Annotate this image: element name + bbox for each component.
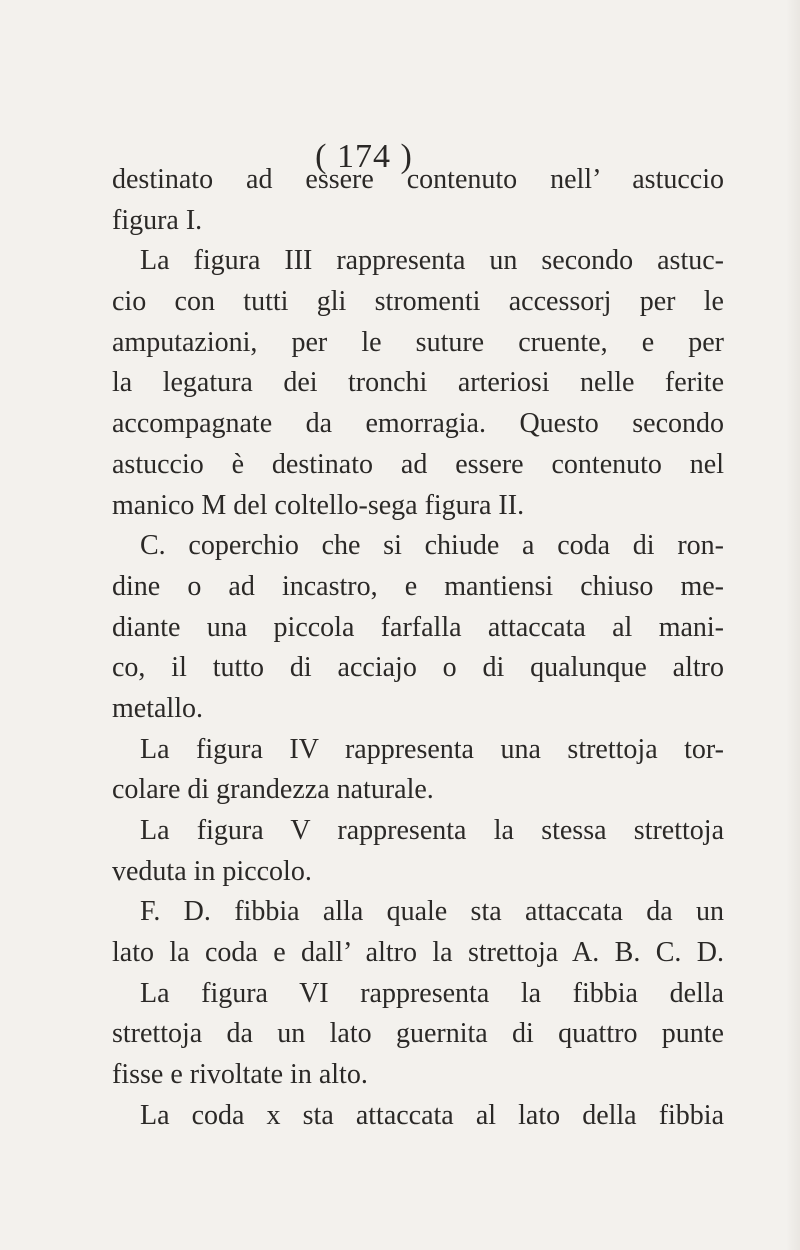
text-line: amputazioni, per le suture cruente, e per <box>112 326 724 358</box>
text-line: cio con tutti gli stromenti accessorj per le <box>112 286 724 318</box>
text-line: la legatura dei tronchi arteriosi nelle ferite <box>112 367 724 399</box>
text-line: metallo. <box>112 692 203 724</box>
text-line: F. D. fibbia alla quale sta attaccata da un <box>140 896 724 928</box>
text-line: fisse e rivoltate in alto. <box>112 1059 368 1091</box>
text-line: strettoja da un lato guernita di quattro punte <box>112 1018 724 1050</box>
text-line: La figura III rappresenta un secondo astuc- <box>140 245 724 277</box>
text-line: colare di grandezza naturale. <box>112 774 434 806</box>
text-line: La figura V rappresenta la stessa strettoja <box>140 815 724 846</box>
text-line: manico M del coltello-sega figura II. <box>112 489 525 521</box>
text-line: lato la coda e dall’ altro la strettoja A. B. C. D. <box>112 937 724 969</box>
text-line: dine o ad incastro, e mantiensi chiuso me- <box>112 570 724 602</box>
text-line: La figura IV rappresenta una strettoja tor- <box>140 733 724 765</box>
text-line: veduta in piccolo. <box>112 855 312 887</box>
text-line: co, il tutto di acciajo o di qualunque altro <box>112 652 724 684</box>
text-line: accompagnate da emorragia. Questo secondo <box>112 408 724 440</box>
text-line: diante una piccola farfalla attaccata al mani- <box>112 611 724 643</box>
page-number: ( 174 ) <box>315 138 413 175</box>
text-line: destinato ad essere contenuto nell’ astuccio <box>112 164 724 195</box>
body-text <box>112 160 724 1137</box>
text-line: La coda x sta attaccata al lato della fibbia <box>140 1099 724 1131</box>
text-line: La figura VI rappresenta la fibbia della <box>140 977 724 1009</box>
text-line: astuccio è destinato ad essere contenuto nel <box>112 448 724 480</box>
text-line: figura I. <box>112 204 203 236</box>
text-line: C. coperchio che si chiude a coda di ron- <box>140 530 724 562</box>
page-edge <box>786 0 800 1250</box>
